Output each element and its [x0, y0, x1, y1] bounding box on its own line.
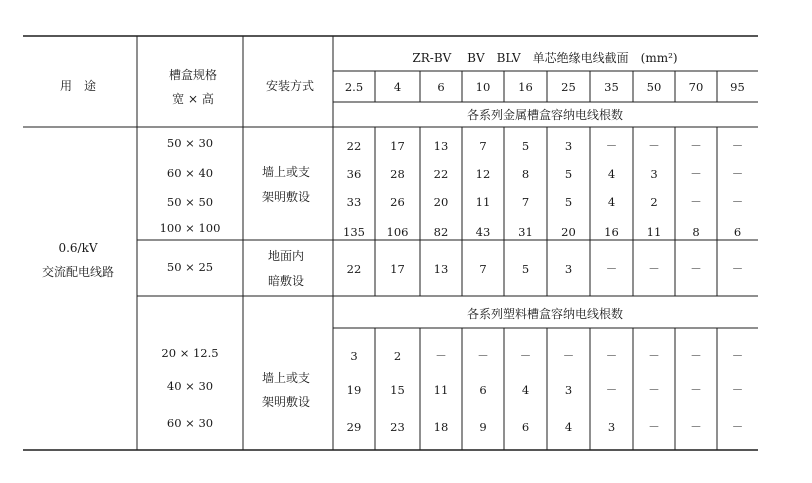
metal-cell: 20	[561, 225, 576, 239]
size-header-4: 16	[518, 80, 533, 94]
plastic-cell: －	[731, 383, 744, 397]
metal-spec-0: 50 × 30	[166, 136, 214, 150]
metal2-cell: 7	[479, 262, 487, 276]
plastic-cell: －	[477, 349, 489, 363]
metal2-cell: 5	[521, 262, 530, 276]
metal-cell: 2	[650, 195, 658, 209]
plastic-cell: －	[690, 420, 702, 434]
plastic-cell: 4	[521, 383, 530, 397]
plastic-section-title: 各系列塑料槽盒容纳电线根数	[466, 307, 624, 321]
metal2-cell: 17	[390, 262, 405, 276]
metal-cell: 43	[475, 225, 491, 239]
metal-cell: 135	[343, 225, 365, 239]
metal-spec-3: 100 × 100	[159, 221, 221, 235]
plastic-spec-0: 20 × 12.5	[161, 346, 219, 360]
plastic-cell: 15	[390, 383, 405, 397]
plastic-cell: －	[605, 383, 618, 397]
metal-cell: 28	[390, 167, 405, 181]
plastic-cell: 11	[433, 383, 449, 397]
metal-cell: 8	[692, 225, 700, 239]
plastic-cell: 18	[433, 420, 449, 434]
metal-cell: 6	[733, 225, 742, 239]
size-header-6: 35	[604, 80, 619, 94]
metal-cell: －	[690, 195, 702, 209]
metal2-cell: －	[648, 262, 660, 276]
metal-cell: 3	[650, 167, 658, 181]
plastic-method-line2: 架明敷设	[261, 395, 311, 409]
plastic-cell: －	[605, 349, 618, 363]
size-header-3: 10	[475, 80, 491, 94]
metal-spec-2: 50 × 50	[166, 195, 214, 209]
metal-cell: 22	[433, 167, 449, 181]
header-usage: 用 途	[59, 79, 97, 93]
metal-cell: 20	[433, 195, 449, 209]
metal-cell: 26	[390, 195, 405, 209]
metal-cell: 106	[386, 225, 409, 239]
plastic-cell: －	[435, 349, 447, 363]
size-header-2: 6	[437, 80, 445, 94]
metal-cell: 17	[390, 139, 405, 153]
plastic-cell: 3	[350, 349, 358, 363]
metal-cell: 4	[607, 167, 616, 181]
plastic-method-line1: 墙上或支	[261, 371, 311, 385]
metal2-cell: －	[731, 262, 744, 276]
metal-cell: 13	[433, 139, 449, 153]
size-header-9: 95	[730, 80, 745, 94]
metal-cell: 5	[564, 167, 573, 181]
header-method: 安装方式	[265, 79, 315, 93]
metal-cell: 31	[518, 225, 533, 239]
metal-cell: 33	[346, 195, 362, 209]
metal-cell: 82	[433, 225, 449, 239]
usage-voltage: 0.6/kV	[58, 241, 98, 255]
size-header-5: 25	[561, 80, 576, 94]
plastic-cell: －	[648, 349, 660, 363]
metal2-cell: 3	[564, 262, 573, 276]
metal-cell: －	[731, 167, 744, 181]
metal2-cell: 13	[433, 262, 449, 276]
metal-cell: 16	[604, 225, 619, 239]
metal-method-1-line1: 墙上或支	[261, 165, 311, 179]
plastic-cell: －	[731, 420, 744, 434]
plastic-cell: 3	[607, 420, 616, 434]
metal-cell: 5	[521, 139, 530, 153]
metal-cell: 7	[479, 139, 487, 153]
plastic-cell: －	[731, 349, 744, 363]
metal-method-1-line2: 架明敷设	[261, 190, 311, 204]
metal-cell: －	[731, 139, 744, 153]
metal-cell: －	[731, 195, 744, 209]
size-header-7: 50	[646, 80, 662, 94]
metal2-cell: 22	[346, 262, 362, 276]
plastic-cell: 19	[346, 383, 362, 397]
metal-cell: 7	[521, 195, 530, 209]
metal-method-2-line1: 地面内	[267, 249, 305, 263]
plastic-cell: 4	[564, 420, 573, 434]
metal-cell: －	[605, 139, 618, 153]
header-spec-line1: 槽盒规格	[168, 68, 218, 82]
plastic-cell: －	[519, 349, 532, 363]
plastic-cell: －	[562, 349, 575, 363]
plastic-cell: 23	[390, 420, 405, 434]
size-header-1: 4	[393, 80, 402, 94]
metal-cell: 5	[564, 195, 573, 209]
metal-section-title: 各系列金属槽盒容纳电线根数	[466, 108, 624, 122]
metal-cell: 22	[346, 139, 362, 153]
size-header-8: 70	[688, 80, 704, 94]
plastic-cell: 6	[521, 420, 530, 434]
metal-cell: 4	[607, 195, 616, 209]
metal-cell: 11	[646, 225, 662, 239]
header-wire-types: ZR-BV BV BLV 单芯绝缘电线截面 (mm²)	[412, 51, 678, 65]
metal-cell: 11	[475, 195, 491, 209]
plastic-cell: 6	[479, 383, 487, 397]
plastic-cell: －	[690, 349, 702, 363]
metal-cell: 3	[564, 139, 573, 153]
metal-cell: 36	[346, 167, 362, 181]
metal-spec-1: 60 × 40	[166, 166, 214, 180]
metal-cell: －	[690, 167, 702, 181]
plastic-cell: 3	[564, 383, 573, 397]
plastic-spec-1: 40 × 30	[166, 379, 214, 393]
metal-cell: －	[648, 139, 660, 153]
header-spec-line2: 宽 × 高	[172, 92, 214, 106]
metal-cell: －	[690, 139, 702, 153]
size-header-0: 2.5	[344, 80, 364, 94]
usage-purpose: 交流配电线路	[41, 265, 115, 279]
metal2-cell: －	[690, 262, 702, 276]
metal2-cell: －	[605, 262, 618, 276]
plastic-spec-2: 60 × 30	[166, 416, 214, 430]
metal-method-2-line2: 暗敷设	[267, 274, 305, 288]
plastic-cell: 29	[346, 420, 362, 434]
plastic-cell: －	[648, 420, 660, 434]
plastic-cell: 9	[479, 420, 487, 434]
metal-cell: 12	[475, 167, 491, 181]
metal2-spec-0: 50 × 25	[166, 260, 214, 274]
plastic-cell: 2	[393, 349, 402, 363]
metal-cell: 8	[521, 167, 530, 181]
plastic-cell: －	[648, 383, 660, 397]
plastic-cell: －	[690, 383, 702, 397]
